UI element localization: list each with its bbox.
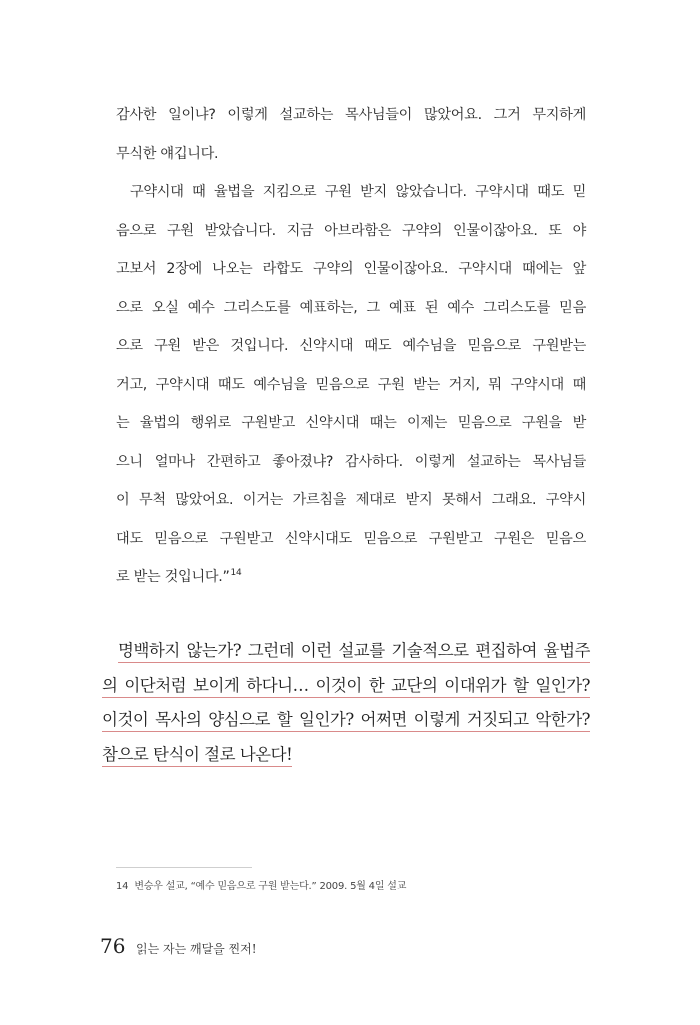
- underlined-text: 참으로 탄식이 절로 나온다!: [102, 745, 292, 767]
- quote-line: 는 율법의 행위로 구원받고 신약시대 때는 이제는 믿음으로 구원을 받: [116, 415, 586, 431]
- quote-line: 고보서 2장에 나오는 라합도 구약의 인물이잖아요. 구약시대 때에는 앞: [116, 261, 586, 277]
- quote-line: 음으로 구원 받았습니다. 지금 아브라함은 구약의 인물이잖아요. 또 야: [116, 222, 586, 239]
- quote-line-final: [116, 558, 586, 597]
- commentary-line: [102, 636, 590, 671]
- quote-line: 으니 얼마나 간편하고 좋아졌냐? 감사하다. 이렇게 설교하는 목사님들: [116, 453, 586, 470]
- quote-line: 대도 믿음으로 구원받고 신약시대도 믿음으로 구원받고 구원은 믿음으: [116, 530, 586, 547]
- quote-line: 거고, 구약시대 때도 예수님을 믿음으로 구원 받는 거지, 뭐 구약시대 때: [116, 376, 586, 393]
- footnote: [116, 877, 406, 892]
- running-book-title: 읽는 자는 깨달을 찐저!: [136, 942, 257, 956]
- quote-line: 구약시대 때 율법을 지킴으로 구원 받지 않았습니다. 구약시대 때도 믿: [130, 184, 586, 200]
- quote-line-text: 로 받는 것입니다.”: [116, 569, 230, 585]
- quote-line: 무식한 얘깁니다.: [116, 145, 219, 162]
- underlined-text: 이것이 목사의 양심으로 할 일인가? 어쩌면 이렇게 거짓되고 악한가?: [102, 710, 590, 732]
- author-commentary: [102, 636, 590, 774]
- sermon-quote-block: [116, 96, 586, 597]
- quote-line: 이 무척 많았어요. 이거는 가르침을 제대로 받지 못해서 그래요. 구약시: [116, 492, 586, 508]
- underlined-text: 명백하지 않는가? 그런데 이런 설교를 기술적으로 편집하여 율법주: [118, 641, 590, 663]
- underlined-text: 의 이단처럼 보이게 하다니… 이것이 한 교단의 이대위가 할 일인가?: [102, 676, 590, 698]
- quote-line: 감사한 일이냐? 이렇게 설교하는 목사님들이 많았어요. 그거 무지하게: [116, 107, 586, 123]
- commentary-line: [102, 740, 590, 775]
- footnote-divider: [116, 867, 252, 868]
- page-number: 76: [100, 934, 126, 958]
- commentary-line: [102, 671, 590, 706]
- footnote-marker[interactable]: 14: [230, 568, 242, 579]
- quote-line: 으로 오실 예수 그리스도를 예표하는, 그 예표 된 예수 그리스도를 믿음: [116, 299, 586, 316]
- quote-line: 으로 구원 받은 것입니다. 신약시대 때도 예수님을 믿음으로 구원받는: [116, 338, 586, 354]
- footnote-text: 변승우 설교, “예수 믿음으로 구원 받는다.” 2009. 5월 4일 설교: [134, 881, 407, 892]
- footnote-number: 14: [116, 881, 129, 892]
- commentary-line: [102, 705, 590, 740]
